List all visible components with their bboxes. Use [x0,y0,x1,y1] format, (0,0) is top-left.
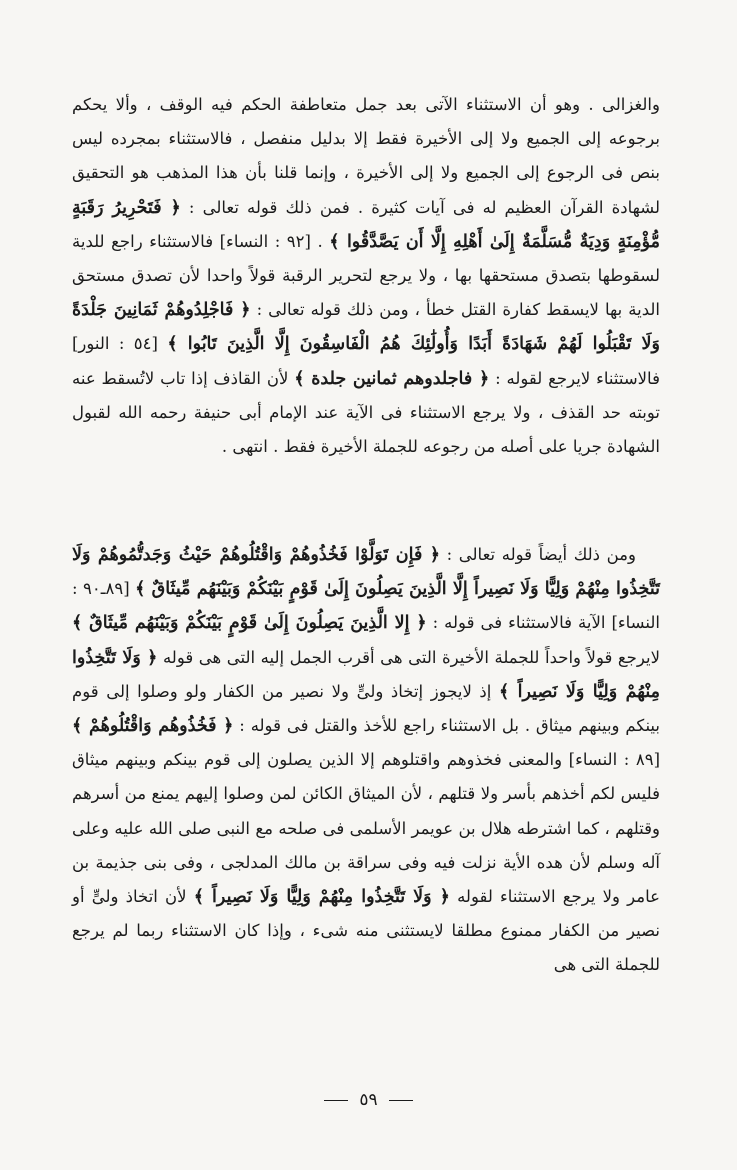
quran-verse: ﴿ وَلَا تَتَّخِذُوا مِنْهُمْ وَلِيًّا وَلَا نَصِيراً ﴾ [72,647,660,702]
page-number-dash-right [324,1100,348,1101]
page-number-value: ٥٩ [359,1090,378,1110]
body-text: لأن اتخاذ ولىٍّ أو نصير من الكفار ممنوع مطلقا لايستثنى منه شىء ، وإذا كان الاستثناء ربما لم يرجع للجملة التى هى [72,887,660,975]
quran-verse: ﴿ فَتَحْرِيرُ رَقَبَةٍ مُّؤْمِنَةٍ وَدِيَةٌ مُّسَلَّمَةٌ إِلَىٰ أَهْلِهِ إِلَّا أَن يَصَّدَّقُوا ﴾ [72,197,660,252]
page-number [0,1090,737,1110]
body-text: ومن ذلك أيضاً قوله تعالى : [440,545,636,564]
quran-verse: ﴿ إِلا الَّذِينَ يَصِلُونَ إِلَىٰ قَوْمٍ بَيْنَكُمْ وَبَيْنَهُم مِّيثَاقٌ ﴾ [72,613,427,634]
body-text: لايرجع قولاً واحداً للجملة الأخيرة التى هى أقرب الجمل إليه التى هى قوله [157,647,660,667]
paragraph-1 [72,88,660,464]
quran-verse: ﴿ فَاجْلِدُوهُمْ ثَمَانِينَ جَلْدَةً وَلَا تَقْبَلُوا لَهُمْ شَهَادَةً أَبَدًا وَأُولَٰئِكَ هُمُ الْفَاسِقُونَ إِلَّا الَّذِينَ تَابُوا ﴾ [72,300,660,355]
quran-verse: ﴿ فاجلدوهم ثمانين جلدة ﴾ [294,368,490,389]
quran-verse: ﴿ فَإِن تَوَلَّوْا فَخُذُوهُمْ وَاقْتُلُوهُمْ حَيْثُ وَجَدتُّمُوهُمْ وَلَا تَتَّخِذُوا مِنْهُمْ وَلِيًّا وَلَا نَصِيراً إِلَّا الَّذِينَ يَصِلُونَ إِلَىٰ قَوْمٍ بَيْنَكُمْ وَبَيْنَهُم مِّيثَاقٌ ﴾ [72,545,660,600]
body-text: والغزالى . وهو أن الاستثناء الآتى بعد جمل متعاطفة الحكم فيه الوقف ، وألا يحكم برجوعه إلى الجميع ولا إلى الأخيرة فقط إلا بدليل منفصل ، فالاستثناء بمجرده ليس بنص فى الرجوع إلى الجميع ولا إلى الأخيرة ، وإنما قلنا بأن هذا المذهب هو التحقيق لشهادة القرآن العظيم له فى آيات كثيرة . فمن ذلك قوله تعالى : [72,95,660,217]
paragraph-1-text [72,88,660,464]
body-text: لأن القاذف إذا تاب لاتُسقط عنه توبته حد القذف ، ولا يرجع الاستثناء فى الآية عند الإمام أبى حنيفة رحمه الله لقبول الشهادة جريا على أصله من رجوعه للجملة الأخيرة فقط . انتهى . [72,368,660,457]
quran-verse: ﴿ وَلَا تَتَّخِذُوا مِنْهُمْ وَلِيًّا وَلَا نَصِيراً ﴾ [193,887,450,908]
body-text: إذ لايجوز إتخاذ ولىٍّ ولا نصير من الكفار ولو وصلوا إلى قوم بينكم وبينهم ميثاق . بل الاستثناء راجع للأخذ والقتل فى قوله : [72,681,660,736]
body-text: [٥٤ : النور] فالاستثناء لايرجع لقوله : [72,334,660,388]
body-text: [٨٩ـ٩٠ : النساء] الآية فالاستثناء فى قوله : [72,579,660,633]
quran-verse: ﴿ فَخُذُوهُم وَاقْتُلُوهُمْ ﴾ [72,716,234,737]
body-text: [٨٩ : النساء] والمعنى فخذوهم واقتلوهم إلا الذين يصلون إلى قوم بينكم وبينهم ميثاق فليس لكم أخذهم بأسر ولا قتلهم ، لأن الميثاق الكائن لمن وصلوا إليهم يمنع من أسرهم وقتلهم ، كما اشترطه هلال بن عويمر الأسلمى فى صلحه مع النبى صلى الله عليه وعلى آله وسلم لأن هده الأية نزلت فيه وفى سراقة بن مالك المدلجى ، وفى بنى جذيمة بن عامر ولا يرجع الاستثناء لقوله [72,750,660,907]
paragraph-2 [72,538,660,983]
body-text: . [٩٢ : النساء] فالاستثناء راجع للدية لسقوطها بتصدق مستحقها بها ، ولا يرجع لتحرير الرقبة قولاً واحدا لأن تصدق مستحق الدية بها لايسقط كفارة القتل خطأ ، ومن ذلك قوله تعالى : [72,231,660,320]
page-number-dash-left [389,1100,413,1101]
paragraph-2-text [72,538,660,983]
